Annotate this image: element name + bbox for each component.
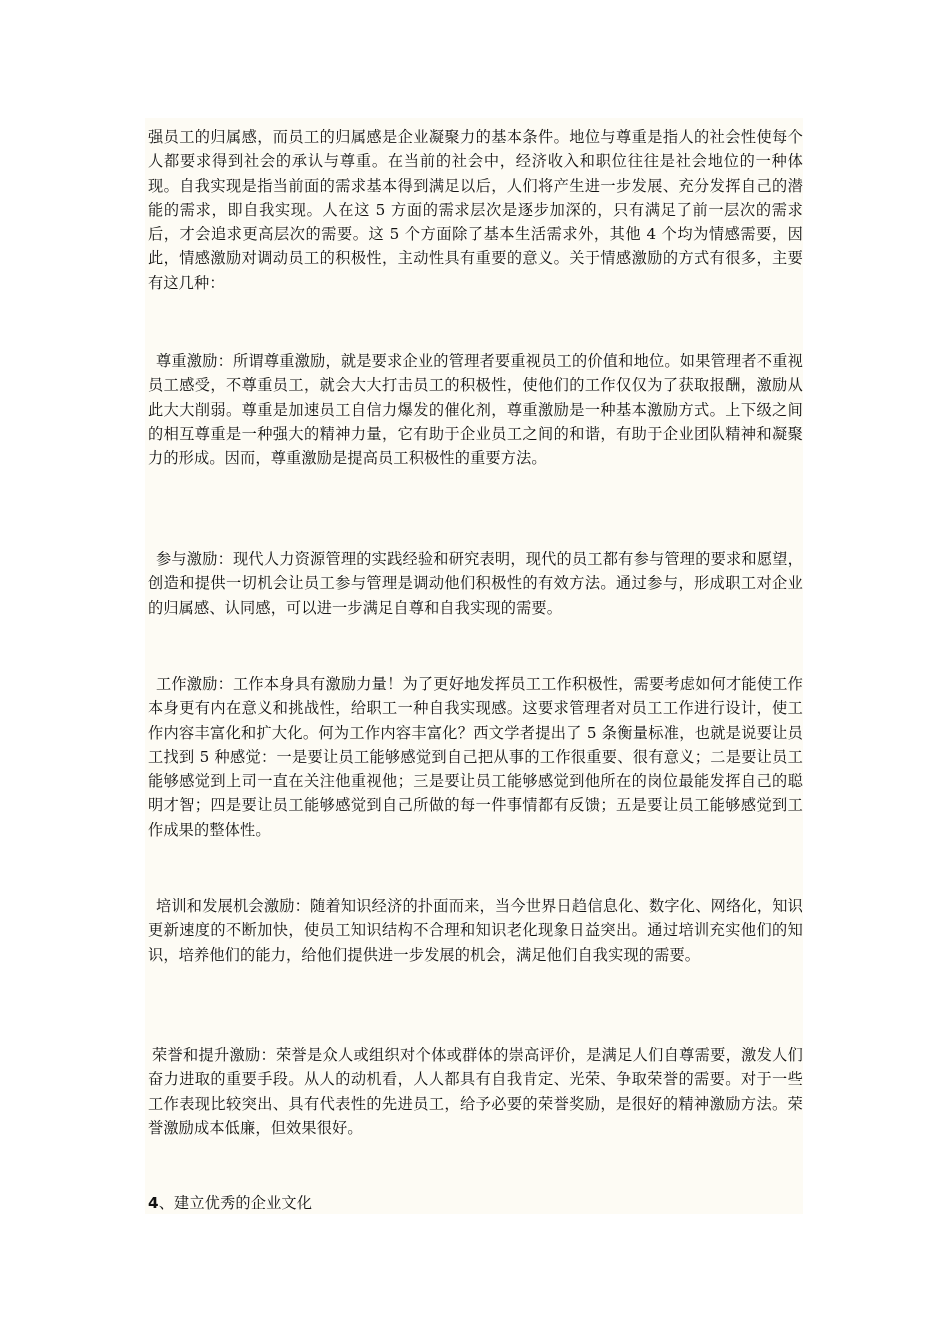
paragraph-work-incentive: 工作激励：工作本身具有激励力量！为了更好地发挥员工工作积极性，需要考虑如何才能使工作本身更有内在意义和挑战性，给职工一种自我实现感。这要求管理者对员工工作进行设计，使工作内容丰富化和扩大化。何为工作内容丰富化？西文学者提出了 5 条衡量标准，也就是说要让员工找到 5 种感觉：一是要让员工能够感觉到自己把从事的工作很重要、很有意义；二是要让员工能够感觉到上司一直在关注他重视他；三是要让员工能够感觉到他所在的岗位最能发挥自己的聪明才智；四是要让员工能够感觉到自己所做的每一件事情都有反馈；五是要让员工能够感觉到工作成果的整体性。 [148, 675, 803, 839]
paragraph-participation-incentive: 参与激励：现代人力资源管理的实践经验和研究表明，现代的员工都有参与管理的要求和愿望，创造和提供一切机会让员工参与管理是调动他们积极性的有效方法。通过参与，形成职工对企业的归属感、认同感，可以进一步满足自尊和自我实现的需要。 [148, 550, 803, 617]
paragraph-respect-incentive: 尊重激励：所谓尊重激励，就是要求企业的管理者要重视员工的价值和地位。如果管理者不重视员工感受，不尊重员工，就会大大打击员工的积极性，使他们的工作仅仅为了获取报酬，激励从此大大削弱。尊重是加速员工自信力爆发的催化剂，尊重激励是一种基本激励方式。上下级之间的相互尊重是一种强大的精神力量，它有助于企业员工之间的和谐，有助于企业团队精神和凝聚力的形成。因而，尊重激励是提高员工积极性的重要方法。 [148, 352, 803, 468]
section-title: 、建立优秀的企业文化 [158, 1194, 313, 1212]
paragraph-honor-incentive: 荣誉和提升激励：荣誉是众人或组织对个体或群体的崇高评价，是满足人们自尊需要，激发人们奋力进取的重要手段。从人的动机看，人人都具有自我肯定、光荣、争取荣誉的需要。对于一些工作表现比较突出、具有代表性的先进员工，给予必要的荣誉奖励，是很好的精神激励方法。荣誉激励成本低廉，但效果很好。 [148, 1046, 803, 1137]
paragraph-intro: 强员工的归属感，而员工的归属感是企业凝聚力的基本条件。地位与尊重是指人的社会性使每个人都要求得到社会的承认与尊重。在当前的社会中，经济收入和职位往往是社会地位的一种体现。自我实现是指当前面的需求基本得到满足以后，人们将产生进一步发展、充分发挥自己的潜能的需求，即自我实现。人在这 5 方面的需求层次是逐步加深的，只有满足了前一层次的需求后，才会追求更高层次的需要。这 5 个方面除了基本生活需求外，其他 4 个均为情感需要，因此，情感激励对调动员工的积极性，主动性具有重要的意义。关于情感激励的方式有很多，主要有这几种： [148, 128, 803, 292]
section-heading [148, 1191, 312, 1215]
section-number: 4 [148, 1194, 159, 1212]
paragraph-training-incentive: 培训和发展机会激励：随着知识经济的扑面而来，当今世界日趋信息化、数字化、网络化，知识更新速度的不断加快，使员工知识结构不合理和知识老化现象日益突出。通过培训充实他们的知识，培养他们的能力，给他们提供进一步发展的机会，满足他们自我实现的需要。 [148, 897, 803, 964]
